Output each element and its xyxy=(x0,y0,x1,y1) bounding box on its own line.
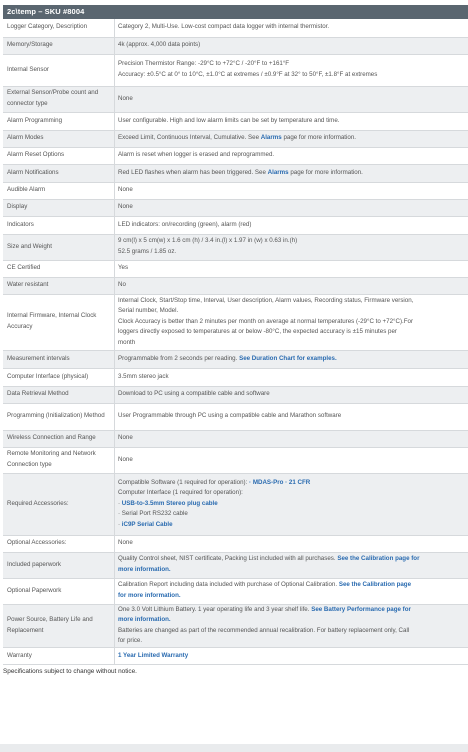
spec-row xyxy=(3,552,468,578)
spec-key: Alarm Modes xyxy=(3,130,115,147)
value-text: Red LED flashes when alarm has been triggered. See xyxy=(118,168,268,176)
spec-row xyxy=(3,535,468,552)
value-line xyxy=(118,40,465,51)
value-text: · Serial Port RS232 cable xyxy=(118,510,188,518)
spec-key: External Sensor/Probe count and connector type xyxy=(3,86,115,112)
value-line xyxy=(118,488,465,499)
value-line xyxy=(118,202,465,213)
spec-value xyxy=(115,260,468,277)
spec-row xyxy=(3,164,468,182)
spec-key: Data Retrieval Method xyxy=(3,386,115,403)
spec-row xyxy=(3,86,468,112)
value-text: for price. xyxy=(118,637,143,645)
footnote: Specifications subject to change without notice. xyxy=(3,667,137,675)
spec-row xyxy=(3,216,468,234)
value-text: 4k (approx. 4,000 data points) xyxy=(118,41,201,49)
spec-key: Wireless Connection and Range xyxy=(3,430,115,447)
spec-value xyxy=(115,647,468,664)
spec-link[interactable]: 1 Year Limited Warranty xyxy=(118,651,189,659)
spec-key: Optional Accessories: xyxy=(3,535,115,552)
spec-row xyxy=(3,368,468,386)
spec-key: Alarm Programming xyxy=(3,112,115,130)
spec-row xyxy=(3,578,468,604)
value-line xyxy=(118,538,465,549)
spec-key: Size and Weight xyxy=(3,234,115,260)
spec-key: Alarm Reset Options xyxy=(3,147,115,164)
spec-value xyxy=(115,386,468,403)
spec-key: Measurement intervals xyxy=(3,350,115,368)
value-line xyxy=(118,554,465,565)
value-text: Exceed Limit, Continuous Interval, Cumulative. See xyxy=(118,134,261,142)
spec-link[interactable]: USB-to-3.5mm Stereo plug cable xyxy=(121,499,218,507)
value-line xyxy=(118,133,465,144)
spec-row xyxy=(3,147,468,164)
spec-key: Internal Sensor xyxy=(3,54,115,86)
spec-key: Required Accessories: xyxy=(3,473,115,535)
value-text: Computer Interface (1 required for operation): xyxy=(118,489,243,497)
spec-link[interactable]: See the Calibration page xyxy=(338,581,412,589)
value-line xyxy=(118,591,465,602)
spec-row xyxy=(3,19,468,37)
spec-row xyxy=(3,277,468,294)
value-text: month xyxy=(118,338,136,346)
spec-row xyxy=(3,473,468,535)
spec-value xyxy=(115,199,468,216)
spec-value xyxy=(115,86,468,112)
spec-key: Power Source, Battery Life and Replacement xyxy=(3,604,115,647)
value-text: None xyxy=(118,455,133,463)
spec-value xyxy=(115,403,468,430)
value-text: LED indicators: on/recording (green), alarm (red) xyxy=(118,220,252,228)
spec-key: Logger Category, Description xyxy=(3,19,115,37)
spec-row xyxy=(3,37,468,54)
spec-key: Optional Paperwork xyxy=(3,578,115,604)
spec-value xyxy=(115,19,468,37)
value-line xyxy=(118,185,465,196)
spec-value xyxy=(115,54,468,86)
value-text: Clock Accuracy is better than 2 minutes per month on average at normal temperatures (-29°C to +72°C).For xyxy=(118,317,414,325)
spec-row xyxy=(3,54,468,86)
value-line xyxy=(118,280,465,291)
value-line xyxy=(118,22,465,33)
spec-link[interactable]: See the Calibration page for xyxy=(337,555,420,563)
spec-key: Alarm Notifications xyxy=(3,164,115,182)
value-line xyxy=(118,509,465,520)
spec-row xyxy=(3,447,468,473)
spec-row xyxy=(3,199,468,216)
value-line xyxy=(118,354,465,365)
value-line xyxy=(118,411,465,422)
spec-title: 2c\temp – SKU #8004 xyxy=(3,5,468,19)
spec-value xyxy=(115,112,468,130)
spec-value xyxy=(115,368,468,386)
value-line xyxy=(118,565,465,576)
value-text: 9 cm(l) x 5 cm(w) x 1.6 cm (h) / 3.4 in.(l) x 1.97 in (w) x 0.63 in.(h) xyxy=(118,237,298,245)
value-text: None xyxy=(118,539,133,547)
value-line xyxy=(118,59,465,70)
value-line xyxy=(118,605,465,616)
spec-link[interactable]: Alarms xyxy=(260,134,282,142)
value-text: Serial number, Model. xyxy=(118,307,179,315)
value-line xyxy=(118,306,465,317)
value-text: One 3.0 Volt Lithium Battery. 1 year operating life and 3 year shelf life. xyxy=(118,605,312,613)
value-line xyxy=(118,327,465,338)
value-line xyxy=(118,372,465,383)
spec-link[interactable]: more information. xyxy=(118,616,171,624)
value-line xyxy=(118,615,465,626)
spec-value xyxy=(115,294,468,350)
value-text: User Programmable through PC using a compatible cable and Marathon software xyxy=(118,412,342,420)
value-text: page for more information. xyxy=(281,134,357,142)
value-text: Yes xyxy=(118,264,129,272)
value-text: Programmable from 2 seconds per reading. xyxy=(118,354,240,362)
value-line xyxy=(118,263,465,274)
spec-key: Remote Monitoring and Network Connection type xyxy=(3,447,115,473)
spec-row xyxy=(3,386,468,403)
value-text: page for more information. xyxy=(288,168,363,176)
spec-row xyxy=(3,647,468,664)
value-text: loggers directly exposed to temperatures at or below -80°C, the expected accuracy is ±15 minutes per xyxy=(118,328,397,336)
value-text: Alarm is reset when logger is erased and reprogrammed. xyxy=(118,151,275,159)
value-line xyxy=(118,651,465,662)
value-text: Quality Control sheet, NIST certificate, Packing List included with all purchases. xyxy=(118,555,338,563)
value-text: Internal Clock, Start/Stop time, Interval, User description, Alarm values, Recording status, Firmware version, xyxy=(118,296,414,304)
value-line xyxy=(118,389,465,400)
spec-value xyxy=(115,234,468,260)
spec-row xyxy=(3,260,468,277)
value-line xyxy=(118,116,465,127)
value-line xyxy=(118,168,465,179)
spec-value xyxy=(115,447,468,473)
value-line xyxy=(118,317,465,328)
spec-sheet xyxy=(3,5,468,675)
spec-key: CE Certified xyxy=(3,260,115,277)
value-text: · xyxy=(118,499,122,507)
spec-key: Computer Interface (physical) xyxy=(3,368,115,386)
spec-row xyxy=(3,403,468,430)
spec-row xyxy=(3,604,468,647)
spec-value xyxy=(115,350,468,368)
spec-link[interactable]: for more information. xyxy=(118,592,181,599)
spec-value xyxy=(115,216,468,234)
spec-link[interactable]: Alarms xyxy=(267,168,289,176)
spec-value xyxy=(115,147,468,164)
spec-value xyxy=(115,535,468,552)
value-line xyxy=(118,150,465,161)
value-text: Accuracy: ±0.5°C at 0° to 10°C, ±1.0°C at extremes / ±0.9°F at 32° to 50°F, ±1.8°F at extremes xyxy=(118,71,378,78)
spec-key: Indicators xyxy=(3,216,115,234)
spec-row xyxy=(3,234,468,260)
spec-value xyxy=(115,430,468,447)
value-text: None xyxy=(118,94,133,102)
value-line xyxy=(118,220,465,231)
value-text: None xyxy=(118,203,133,211)
value-line xyxy=(118,433,465,444)
spec-key: Audible Alarm xyxy=(3,182,115,199)
spec-value xyxy=(115,182,468,199)
spec-row xyxy=(3,294,468,350)
value-line xyxy=(118,338,465,349)
spec-link[interactable]: iC9P Serial Cable xyxy=(121,520,173,528)
value-text: · xyxy=(118,520,122,528)
spec-key: Memory/Storage xyxy=(3,37,115,54)
spec-row xyxy=(3,112,468,130)
spec-value xyxy=(115,552,468,578)
spec-value xyxy=(115,578,468,604)
value-text: Download to PC using a compatible cable and software xyxy=(118,390,270,398)
spec-key: Display xyxy=(3,199,115,216)
value-text: Compatible Software (1 required for operation): xyxy=(118,478,250,486)
value-text: User configurable. High and low alarm limits can be set by temperature and time. xyxy=(118,116,340,124)
spec-row xyxy=(3,182,468,199)
value-text: 3.5mm stereo jack xyxy=(118,372,169,380)
spec-key: Included paperwork xyxy=(3,552,115,578)
value-text: 52.5 grams / 1.85 oz. xyxy=(118,248,177,255)
value-text: None xyxy=(118,186,133,194)
value-line xyxy=(118,478,465,489)
spec-value xyxy=(115,473,468,535)
spec-value xyxy=(115,164,468,182)
spec-link[interactable]: more information. xyxy=(118,566,171,573)
spec-row xyxy=(3,430,468,447)
value-text: Calibration Report including data included with purchase of Optional Calibration. xyxy=(118,581,339,589)
value-text: Category 2, Multi-Use. Low-cost compact data logger with internal thermistor. xyxy=(118,23,330,31)
value-text: No xyxy=(118,281,126,289)
spec-value xyxy=(115,37,468,54)
value-line xyxy=(118,236,465,247)
spec-row xyxy=(3,350,468,368)
spec-key: Water resistant xyxy=(3,277,115,294)
spec-value xyxy=(115,130,468,147)
footer-bar xyxy=(0,744,468,752)
spec-row xyxy=(3,130,468,147)
spec-key: Warranty xyxy=(3,647,115,664)
value-text: None xyxy=(118,434,133,442)
spec-table xyxy=(3,19,468,665)
spec-link[interactable]: See Duration Chart for examples. xyxy=(239,354,337,362)
spec-key: Internal Firmware, Internal Clock Accuracy xyxy=(3,294,115,350)
value-line xyxy=(118,94,465,105)
value-line xyxy=(118,247,465,258)
value-line xyxy=(118,499,465,510)
value-line xyxy=(118,626,465,637)
value-text: Batteries are changed as part of the recommended annual recalibration. For battery replacement only, Call xyxy=(118,626,410,634)
spec-link[interactable]: See Battery Performance page for xyxy=(311,605,411,613)
value-line xyxy=(118,636,465,647)
spec-value xyxy=(115,277,468,294)
spec-key: Programming (Initialization) Method xyxy=(3,403,115,430)
value-line xyxy=(118,70,465,81)
value-text: Precision Thermistor Range: -29°C to +72°C / -20°F to +161°F xyxy=(118,60,290,68)
spec-value xyxy=(115,604,468,647)
value-line xyxy=(118,455,465,466)
value-line xyxy=(118,580,465,591)
spec-link[interactable]: · MDAS-Pro · 21 CFR xyxy=(249,478,311,486)
value-line xyxy=(118,296,465,307)
value-line xyxy=(118,520,465,531)
